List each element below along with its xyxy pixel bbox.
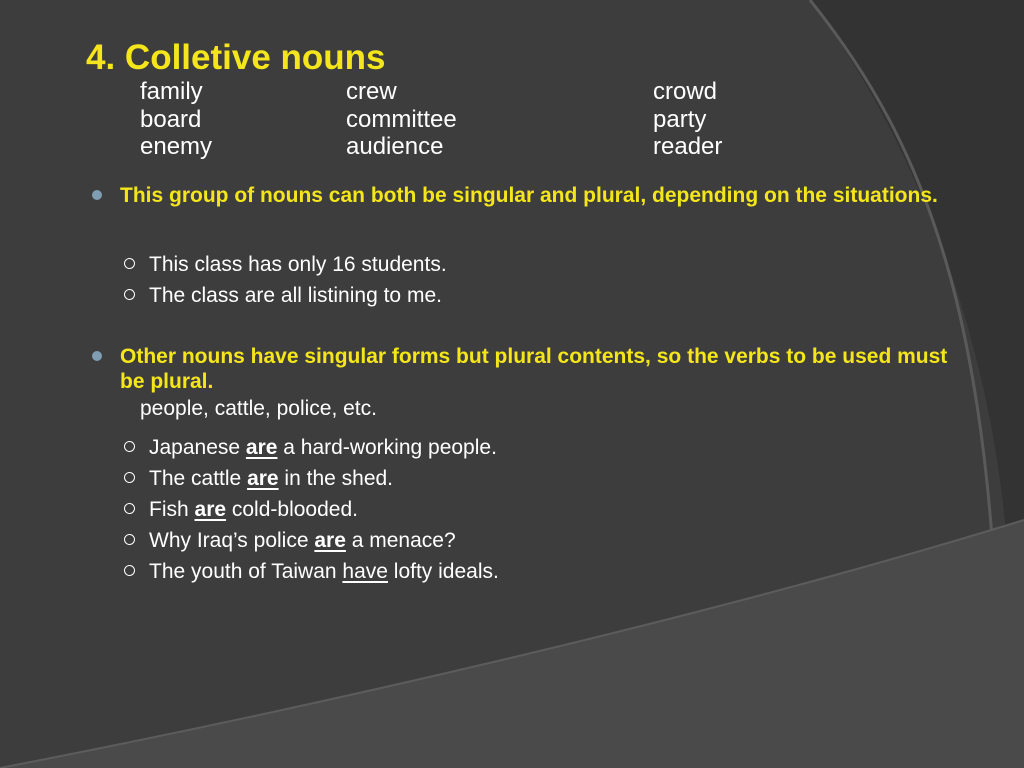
collective-noun-grid xyxy=(140,78,803,161)
verb-highlight: are xyxy=(314,529,346,552)
circle-bullet-icon xyxy=(124,258,135,269)
example-item: The class are all listining to me. xyxy=(124,280,447,311)
noun-word: party xyxy=(653,105,707,133)
noun-word: reader xyxy=(653,133,723,160)
verb-highlight: have xyxy=(342,560,388,583)
circle-bullet-icon xyxy=(124,534,135,545)
verb-highlight: are xyxy=(247,467,279,490)
verb-highlight: are xyxy=(194,498,227,521)
noun-word: crew xyxy=(346,78,397,105)
example-item: This class has only 16 students. xyxy=(124,249,447,280)
bullet-dot-icon xyxy=(92,190,102,200)
circle-bullet-icon xyxy=(124,472,135,483)
example-item: Why Iraq’s police are a menace? xyxy=(124,525,499,556)
circle-bullet-icon xyxy=(124,503,135,514)
verb-highlight: are xyxy=(245,436,278,459)
noun-word: enemy xyxy=(140,133,213,160)
example-list-1 xyxy=(124,249,447,311)
example-item: The cattle are in the shed. xyxy=(124,463,499,494)
noun-word: crowd xyxy=(653,78,718,105)
circle-bullet-icon xyxy=(124,565,135,576)
circle-bullet-icon xyxy=(124,289,135,300)
noun-word: audience xyxy=(346,133,444,160)
bullet-dot-icon xyxy=(92,351,102,361)
plural-nouns-examples: people, cattle, police, etc. xyxy=(140,397,377,420)
slide-title: 4. Colletive nouns xyxy=(86,38,386,77)
example-item: Fish are cold-blooded. xyxy=(124,494,499,525)
bullet-point-1: This group of nouns can both be singular and plural, depending on the situations. xyxy=(120,184,938,207)
example-item: Japanese are a hard-working people. xyxy=(124,432,499,463)
example-list-2 xyxy=(124,432,499,587)
bullet-point-2: Other nouns have singular forms but plural contents, so the verbs to be used must be plural. xyxy=(120,345,948,393)
circle-bullet-icon xyxy=(124,441,135,452)
noun-word: board xyxy=(140,105,202,133)
noun-word: committee xyxy=(346,105,457,133)
example-item: The youth of Taiwan have lofty ideals. xyxy=(124,556,499,587)
noun-word: family xyxy=(140,78,203,105)
